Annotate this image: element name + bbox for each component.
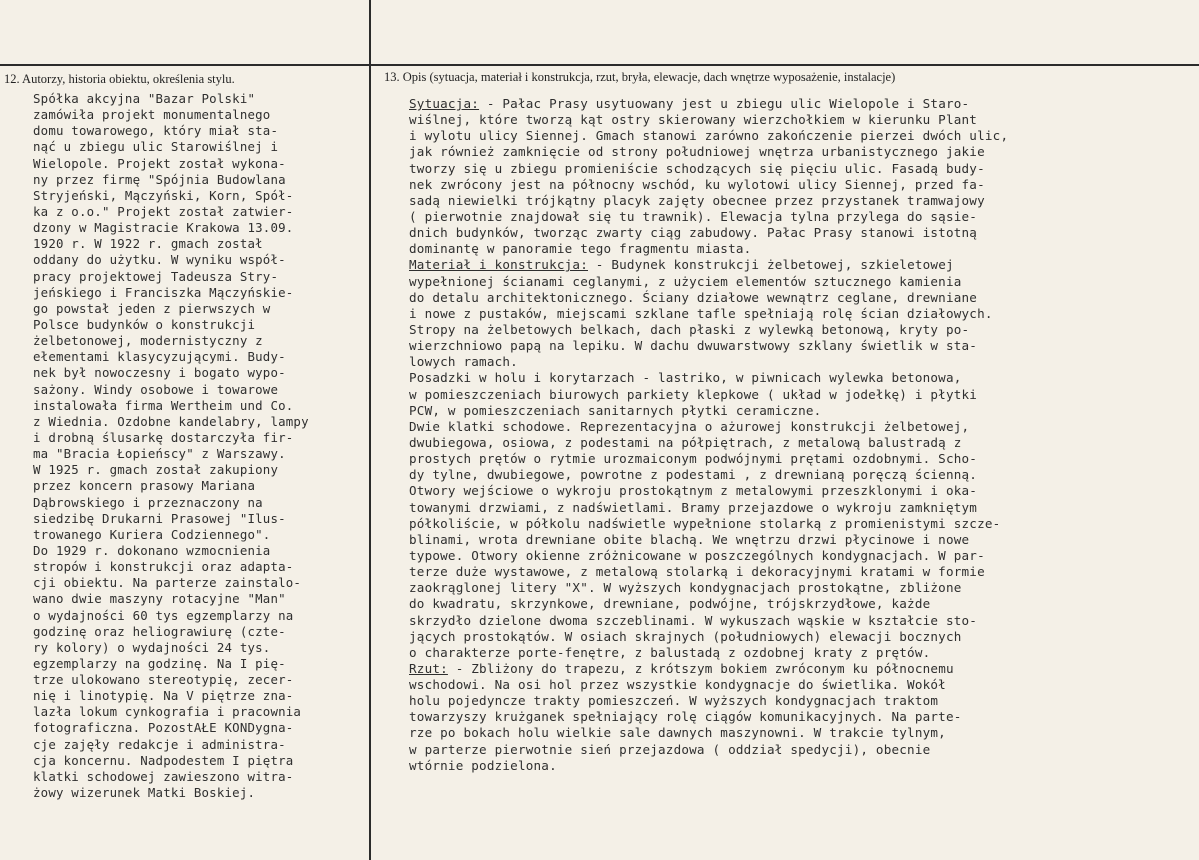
description-line [409, 419, 1008, 435]
history-line: dzony w Magistracie Krakowa 13.09. [33, 220, 294, 236]
description-line [409, 354, 1008, 370]
description-text-span: lowych ramach. [409, 354, 518, 370]
history-line: żelbetonowej, modernistyczny z [33, 333, 263, 349]
description-line [409, 645, 1008, 661]
history-line: i drobną ślusarkę dostarczyła fir- [33, 429, 294, 445]
description-line [409, 629, 1008, 645]
description-text-span: blinami, wrota drewniane obite blachą. We wnętrzu drzwi płycinowe i nowe [409, 531, 970, 547]
description-line [409, 467, 1008, 483]
description-text-span: i wylotu ulicy Siennej. Gmach stanowi zarówno zakończenie pierzei dwóch ulic, [409, 128, 1009, 144]
description-line [409, 500, 1008, 516]
history-line: ka z o.o." Projekt został zatwier- [33, 203, 294, 219]
history-line: oddany do użytku. W wyniku współ- [33, 252, 286, 268]
description-text-span: dwubiegowa, osiowa, z podestami na półpiętrach, z metalową balustradą z [409, 434, 962, 450]
description-text-span: w parterze pierwotnie sień przejazdowa ( oddział spedycji), obecnie [409, 741, 931, 757]
history-line: ny przez firmę "Spójnia Budowlana [33, 171, 286, 187]
description-line [409, 596, 1008, 612]
description-line [409, 209, 1008, 225]
description-text-span: dy tylne, dwubiegowe, powrotne z podestami , z drewnianą poręczą ścienną. [409, 467, 978, 483]
history-line: nię i linotypię. Na V piętrze zna- [33, 688, 294, 704]
description-line [409, 661, 1008, 677]
history-line: Spółka akcyjna "Bazar Polski" [33, 91, 256, 106]
history-line: klatki schodowej zawieszono witra- [33, 768, 294, 784]
description-text-span: dominantę w panoramie tego fragmentu miasta. [409, 241, 752, 257]
history-line: z Wiednia. Ozdobne kandelabry, lampy [33, 413, 309, 429]
description-text-span: do detalu architektonicznego. Ściany działowe wewnątrz ceglane, drewniane [409, 289, 978, 305]
history-line: Stryjeński, Mączyński, Korn, Spół- [33, 187, 294, 203]
history-line: o wydajności 60 tys egzemplarzy na [33, 607, 294, 623]
description-line [409, 693, 1008, 709]
history-line: jeńskiego i Franciszka Mączyńskie- [33, 284, 294, 300]
description-text-span: wtórnie podzielona. [409, 757, 557, 773]
description-line [409, 290, 1008, 306]
history-line: ełementami klasycyzującymi. Budy- [33, 349, 286, 365]
description-line [409, 564, 1008, 580]
description-line [409, 322, 1008, 338]
history-line: instalowała firma Wertheim und Co. [33, 397, 294, 413]
history-line: nek był nowoczesny i bogato wypo- [33, 365, 286, 381]
description-line [409, 370, 1008, 386]
description-text-span: PCW, w pomieszczeniach sanitarnych płytki ceramiczne. [409, 402, 822, 418]
history-line: egzemplarzy na godzinę. Na I pię- [33, 655, 286, 671]
description-text-span: terze duże wystawowe, z metalową stolarką i dekoracyjnymi kratami w formie [409, 564, 985, 580]
history-line: trze ulokowano stereotypię, zecer- [33, 672, 294, 688]
description-line [409, 241, 1008, 257]
description-text-span: jących prostokątów. W osiach skrajnych (południowych) elewacji bocznych [409, 628, 962, 644]
history-line: 1920 r. W 1922 r. gmach został [33, 236, 263, 252]
description-line [409, 128, 1008, 144]
description-text-span: wiślnej, które tworzą kąt ostry skierowany wierzchołkiem w kierunku Plant [409, 112, 978, 128]
description-line [409, 516, 1008, 532]
description-line [409, 96, 1008, 112]
description-line [409, 306, 1008, 322]
description-line [409, 403, 1008, 419]
history-line: ry kolory) o wydajności 24 tys. [33, 639, 271, 655]
description-text-span: wierzchniowo papą na lepiku. W dachu dwuwarstwowy szklany świetlik w sta- [409, 338, 978, 354]
history-line: wano dwie maszyny rotacyjne "Man" [33, 591, 286, 607]
description-text-span: - Zbliżony do trapezu, z krótszym bokiem zwróconym ku północnemu [447, 660, 954, 676]
history-line: przez koncern prasowy Mariana [33, 478, 256, 494]
description-line [409, 338, 1008, 354]
description-line [409, 161, 1008, 177]
description-text-span: Stropy na żelbetowych belkach, dach płaski z wylewką betonową, kryty po- [409, 321, 970, 337]
history-line: stropów i konstrukcji oraz adapta- [33, 559, 294, 575]
description-text-span: - Pałac Prasy usytuowany jest u zbiegu ulic Wielopole i Staro- [479, 96, 970, 111]
description-text-span: holu pojedyncze trakty pomieszczeń. W wyższych kondygnacjach traktom [409, 693, 939, 709]
description-text-span: do kwadratu, skrzynkowe, drewniane, podwójne, trójskrzydłowe, każde [409, 596, 931, 612]
description-text-span: ( pierwotnie znajdował się tu trawnik). Elewacja tylna przylega do sąsie- [409, 208, 978, 224]
description-text-span: towanymi drzwiami, z nadświetlami. Bramy przejazdowe o wykroju zamkniętym [409, 499, 978, 515]
description-text-span: Dwie klatki schodowe. Reprezentacyjna o ażurowej konstrukcji żelbetowej, [409, 418, 970, 434]
column-divider [369, 66, 371, 860]
history-line: sażony. Windy osobowe i towarowe [33, 381, 279, 397]
section-label: Sytuacja: [409, 96, 480, 111]
description-text-span: w pomieszczeniach biurowych parkiety klepkowe ( układ w jodełkę) i płytki [409, 386, 978, 402]
description-text-span: tworzy się u zbiegu promieniście schodzących się pięciu ulic. Fasadą budy- [409, 160, 985, 176]
section-label: Materiał i konstrukcja: [409, 257, 588, 273]
history-line: cji obiektu. Na parterze zainstalo- [33, 575, 302, 591]
description-line [409, 548, 1008, 564]
description-line [409, 257, 1008, 273]
top-border-line [0, 64, 1199, 66]
description-text-span: półkoliście, w półkolu nadświetle wypełnione stolarką z promienistymi szcze- [409, 515, 1001, 531]
section-label: Rzut: [409, 660, 448, 676]
description-line [409, 742, 1008, 758]
history-line: trowanego Kuriera Codziennego". [33, 526, 271, 542]
description-line [409, 758, 1008, 774]
section-12-heading: 12. Autorzy, historia obiektu, określenia stylu. [4, 72, 235, 86]
history-line: siedzibę Drukarni Prasowej "Ilus- [33, 510, 286, 526]
history-line: Wielopole. Projekt został wykona- [33, 155, 286, 171]
history-line: Polsce budynków o konstrukcji [33, 316, 256, 332]
history-line: lazła lokum cynkografia i pracownia [33, 704, 302, 720]
history-line: ma "Bracia Łopieńscy" z Warszawy. [33, 446, 286, 462]
history-line: Dąbrowskiego i przeznaczony na [33, 494, 263, 510]
description-line [409, 435, 1008, 451]
description-text-span: jak również zamknięcie od strony południowej wnętrza urbanistycznego jakie [409, 144, 985, 160]
description-text-span: sadą niewielki trójkątny placyk zajęty obecnee przez przystanek tramwajowy [409, 192, 985, 208]
description-text-span: typowe. Otwory okienne zróżnicowane w poszczególnych kondygnacjach. W par- [409, 547, 985, 563]
history-line: domu towarowego, który miał sta- [33, 123, 279, 139]
description-text-span: prostych prętów o rytmie urozmaiconym podwójnymi prętami ozdobnymi. Scho- [409, 451, 978, 467]
description-line [409, 709, 1008, 725]
history-line: Do 1929 r. dokonano wzmocnienia [33, 542, 271, 558]
description-line [409, 451, 1008, 467]
history-line: żowy wizerunek Matki Boskiej. [33, 785, 256, 801]
description-line [409, 177, 1008, 193]
description-text-span: wschodowi. Na osi hol przez wszystkie kondygnacje do świetlika. Wokół [409, 677, 946, 693]
description-text-span: o charakterze porte-fenętre, z balustadą z ozdobnej kraty z prętów. [409, 644, 931, 660]
description-text-span: zaokrąglonej litery "X". W wyższych kondygnacjach prostokątne, zbliżone [409, 580, 962, 596]
description-line [409, 677, 1008, 693]
description-line [409, 725, 1008, 741]
history-text [33, 91, 309, 801]
description-line [409, 532, 1008, 548]
description-text-span: towarzyszy krużganek spełniający rolę ciągów komunikacyjnych. Na parte- [409, 709, 962, 725]
description-line [409, 225, 1008, 241]
description-line [409, 144, 1008, 160]
description-line [409, 387, 1008, 403]
description-text-span: nek zwrócony jest na północny wschód, ku wylotowi ulicy Siennej, przed fa- [409, 176, 985, 192]
description-text-span: - Budynek konstrukcji żelbetowej, szkieletowej [588, 257, 954, 273]
history-line: pracy projektowej Tadeusza Stry- [33, 268, 279, 284]
description-line [409, 613, 1008, 629]
description-line [409, 580, 1008, 596]
description-text-span: dnich budynków, tworząc zwarty ciąg zabudowy. Pałac Prasy stanowi istotną [409, 225, 978, 241]
description-text-span: Posadzki w holu i korytarzach - lastriko, w piwnicach wylewka betonowa, [409, 370, 962, 386]
description-text-span: Otwory wejściowe o wykroju prostokątnym z metalowymi przeszklonymi i oka- [409, 483, 978, 499]
history-line: cje zajęły redakcje i administra- [33, 736, 286, 752]
left-top-divider [369, 0, 371, 64]
description-text-span: i nowe z pustaków, miejscami szklane tafle spełniają rolę ścian działowych. [409, 305, 993, 321]
description-line [409, 483, 1008, 499]
history-line: cja koncernu. Nadpodestem I piętra [33, 752, 294, 768]
description-text-span: wypełnionej ścianami ceglanymi, z użyciem elementów sztucznego kamienia [409, 273, 962, 289]
description-line [409, 193, 1008, 209]
description-text-span: rze po bokach holu wielkie sale dawnych maszynowni. W trakcie tylnym, [409, 725, 946, 741]
description-text-span: skrzydło dzielone dwoma szczeblinami. W wykuszach wąskie w kształcie sto- [409, 612, 978, 628]
history-line: go powstał jeden z pierwszych w [33, 300, 271, 316]
history-line: W 1925 r. gmach został zakupiony [33, 462, 279, 478]
history-line: fotograficzna. PozostAŁE KONDygna- [33, 720, 294, 736]
section-13-heading: 13. Opis (sytuacja, materiał i konstrukcja, rzut, bryła, elewacje, dach wnętrze wyposażenie, instalacje) [384, 70, 896, 84]
description-text [409, 96, 1008, 774]
description-line [409, 274, 1008, 290]
history-line: nąć u zbiegu ulic Starowiślnej i [33, 139, 279, 155]
history-line: zamówiła projekt monumentalnego [33, 107, 271, 123]
description-line [409, 112, 1008, 128]
history-line: godzinę oraz heliograwiurę (czte- [33, 623, 286, 639]
